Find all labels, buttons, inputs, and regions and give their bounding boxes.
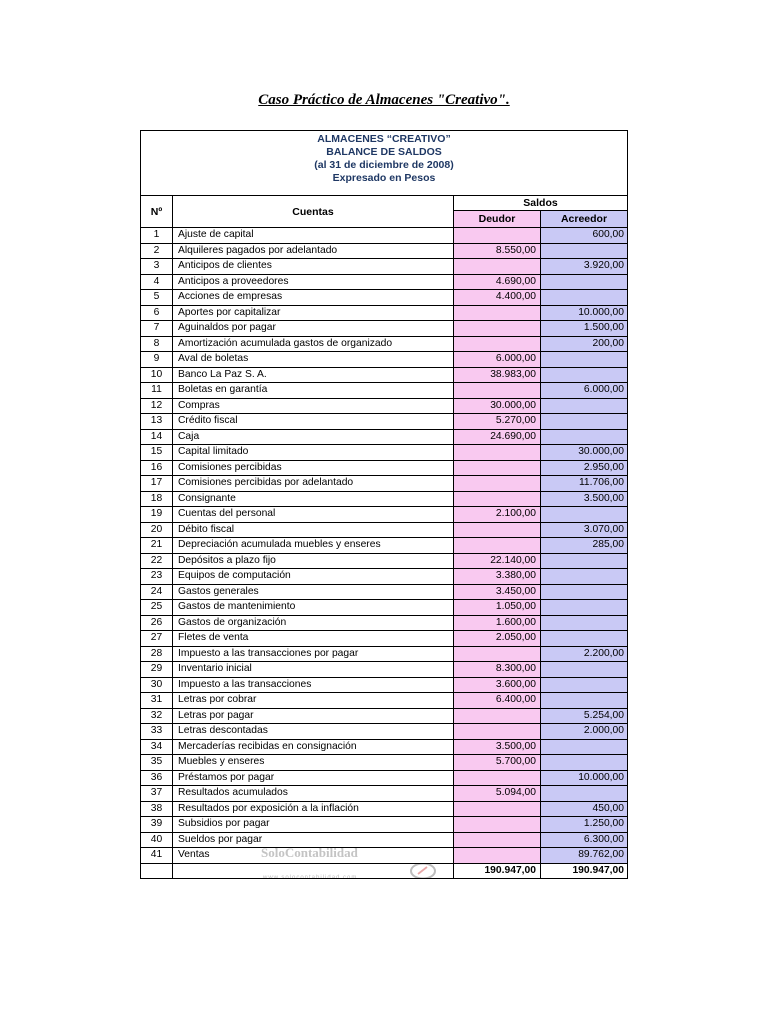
account-name-text: Subsidios por pagar (178, 818, 270, 829)
table-row (141, 228, 627, 244)
account-name (173, 399, 454, 414)
table-row (141, 244, 627, 260)
document-title: Caso Práctico de Almacenes "Creativo". (258, 92, 510, 108)
heading-date: (al 31 de diciembre de 2008) (314, 159, 454, 171)
table-row (141, 368, 627, 384)
row-number: 38 (141, 802, 173, 817)
debit-amount (454, 337, 541, 352)
credit-amount (541, 507, 627, 522)
account-name (173, 259, 454, 274)
table-row (141, 724, 627, 740)
table-row (141, 290, 627, 306)
totals-row (141, 864, 627, 879)
row-number: 6 (141, 306, 173, 321)
row-number: 18 (141, 492, 173, 507)
row-number: 41 (141, 848, 173, 863)
credit-amount (541, 399, 627, 414)
account-name (173, 755, 454, 770)
account-name-text: Ajuste de capital (178, 229, 254, 240)
account-name-text: Caja (178, 430, 200, 442)
account-name (173, 523, 454, 538)
debit-amount (454, 771, 541, 786)
account-name (173, 321, 454, 336)
account-name (173, 817, 454, 832)
credit-amount: 285,00 (541, 538, 627, 553)
table-row (141, 786, 627, 802)
credit-amount: 10.000,00 (541, 771, 627, 786)
debit-amount: 5.270,00 (454, 414, 541, 429)
debit-amount: 6.400,00 (454, 693, 541, 708)
debit-amount: 4.400,00 (454, 290, 541, 305)
credit-amount: 2.950,00 (541, 461, 627, 476)
row-number: 25 (141, 600, 173, 615)
row-number: 4 (141, 275, 173, 290)
debit-amount: 38.983,00 (454, 368, 541, 383)
debit-amount: 8.300,00 (454, 662, 541, 677)
account-name-text: Resultados por exposición a la inflación (178, 802, 359, 814)
account-name (173, 678, 454, 693)
account-name (173, 492, 454, 507)
credit-amount: 30.000,00 (541, 445, 627, 460)
debit-amount: 4.690,00 (454, 275, 541, 290)
credit-amount: 200,00 (541, 337, 627, 352)
account-name-text: Gastos de mantenimiento (178, 601, 296, 612)
row-number: 10 (141, 368, 173, 383)
row-number: 17 (141, 476, 173, 491)
table-row (141, 399, 627, 415)
debit-amount: 5.094,00 (454, 786, 541, 801)
account-name-text: Gastos generales (178, 585, 259, 597)
account-name (173, 337, 454, 352)
account-name-text: Equipos de computación (178, 570, 291, 581)
credit-amount: 6.300,00 (541, 833, 627, 848)
debit-amount (454, 523, 541, 538)
debit-amount (454, 817, 541, 832)
row-number: 26 (141, 616, 173, 631)
credit-amount (541, 755, 627, 770)
debit-amount (454, 445, 541, 460)
table-row (141, 523, 627, 539)
row-number: 31 (141, 693, 173, 708)
row-number: 7 (141, 321, 173, 336)
row-number: 27 (141, 631, 173, 646)
table-row (141, 538, 627, 554)
row-number: 1 (141, 228, 173, 243)
credit-amount: 450,00 (541, 802, 627, 817)
table-row (141, 693, 627, 709)
account-name-text: Impuesto a las transacciones (178, 678, 312, 690)
credit-amount (541, 786, 627, 801)
header-number: Nº (141, 196, 173, 227)
row-number: 8 (141, 337, 173, 352)
debit-amount (454, 724, 541, 739)
table-row (141, 740, 627, 756)
account-name (173, 368, 454, 383)
account-name-text: Amortización acumulada gastos de organizado (178, 337, 393, 349)
account-name (173, 848, 454, 863)
row-number: 33 (141, 724, 173, 739)
table-row (141, 306, 627, 322)
debit-amount: 3.450,00 (454, 585, 541, 600)
table-body (141, 228, 627, 878)
debit-amount (454, 647, 541, 662)
row-number: 12 (141, 399, 173, 414)
debit-amount (454, 492, 541, 507)
account-name-text: Préstamos por pagar (178, 771, 275, 783)
account-name (173, 833, 454, 848)
column-headers (141, 196, 627, 228)
account-name-text: Letras descontadas (178, 725, 268, 736)
header-acreedor: Acreedor (541, 211, 627, 227)
credit-amount (541, 740, 627, 755)
credit-amount: 11.706,00 (541, 476, 627, 491)
debit-amount: 3.600,00 (454, 678, 541, 693)
table-row (141, 569, 627, 585)
header-deudor: Deudor (454, 211, 541, 227)
credit-amount: 3.070,00 (541, 523, 627, 538)
table-row (141, 678, 627, 694)
debit-amount: 8.550,00 (454, 244, 541, 259)
debit-amount (454, 461, 541, 476)
credit-amount: 600,00 (541, 228, 627, 243)
row-number: 34 (141, 740, 173, 755)
account-name (173, 600, 454, 615)
row-number: 24 (141, 585, 173, 600)
row-number: 23 (141, 569, 173, 584)
account-name (173, 771, 454, 786)
table-row (141, 709, 627, 725)
debit-amount (454, 709, 541, 724)
debit-amount: 22.140,00 (454, 554, 541, 569)
account-name-text: Acciones de empresas (178, 291, 283, 302)
account-name-text: Depósitos a plazo fijo (178, 554, 276, 566)
heading-company: ALMACENES “CREATIVO” (317, 133, 451, 145)
table-row (141, 616, 627, 632)
row-number: 29 (141, 662, 173, 677)
credit-amount: 2.000,00 (541, 724, 627, 739)
account-name (173, 709, 454, 724)
watermark-brand: SoloContabilidad (261, 848, 358, 860)
account-name (173, 414, 454, 429)
table-row (141, 848, 627, 864)
credit-amount (541, 554, 627, 569)
account-name (173, 662, 454, 677)
account-name-text: Aval de boletas (178, 353, 249, 364)
debit-amount (454, 306, 541, 321)
debit-amount (454, 259, 541, 274)
account-name-text: Capital limitado (178, 446, 249, 457)
row-number: 5 (141, 290, 173, 305)
table-row (141, 585, 627, 601)
credit-amount (541, 244, 627, 259)
row-number: 3 (141, 259, 173, 274)
account-name-text: Depreciación acumulada muebles y enseres (178, 539, 381, 550)
account-name (173, 647, 454, 662)
account-name (173, 616, 454, 631)
row-number: 40 (141, 833, 173, 848)
debit-amount: 2.100,00 (454, 507, 541, 522)
debit-amount (454, 833, 541, 848)
credit-amount (541, 290, 627, 305)
table-row (141, 275, 627, 291)
account-name-text: Débito fiscal (178, 523, 235, 535)
row-number: 2 (141, 244, 173, 259)
table-row (141, 833, 627, 849)
account-name (173, 290, 454, 305)
account-name (173, 352, 454, 367)
credit-amount (541, 631, 627, 646)
credit-amount (541, 585, 627, 600)
account-name-text: Mercaderías recibidas en consignación (178, 740, 357, 752)
row-number: 28 (141, 647, 173, 662)
debit-amount: 1.050,00 (454, 600, 541, 615)
row-number: 19 (141, 507, 173, 522)
account-name-text: Comisiones percibidas por adelantado (178, 477, 354, 488)
account-name-text: Alquileres pagados por adelantado (178, 244, 338, 256)
row-number: 11 (141, 383, 173, 398)
account-name-text: Crédito fiscal (178, 415, 238, 426)
account-name (173, 569, 454, 584)
row-number: 22 (141, 554, 173, 569)
account-name-text: Anticipos de clientes (178, 260, 272, 271)
debit-amount (454, 802, 541, 817)
account-name (173, 306, 454, 321)
credit-amount (541, 600, 627, 615)
credit-amount (541, 569, 627, 584)
account-name-text: Ventas (178, 849, 210, 860)
debit-amount: 6.000,00 (454, 352, 541, 367)
account-name (173, 740, 454, 755)
table-row (141, 600, 627, 616)
credit-amount: 10.000,00 (541, 306, 627, 321)
account-name-text: Letras por cobrar (178, 694, 257, 705)
debit-amount (454, 383, 541, 398)
account-name (173, 476, 454, 491)
totals-label-cell (173, 864, 454, 879)
table-row (141, 259, 627, 275)
credit-amount (541, 414, 627, 429)
account-name (173, 802, 454, 817)
account-name-text: Fletes de venta (178, 632, 249, 643)
account-name-text: Impuesto a las transacciones por pagar (178, 647, 359, 659)
watermark-logo-icon (409, 864, 437, 879)
account-name (173, 554, 454, 569)
row-number: 20 (141, 523, 173, 538)
account-name (173, 507, 454, 522)
heading-report: BALANCE DE SALDOS (326, 146, 442, 158)
credit-amount (541, 678, 627, 693)
credit-amount: 1.250,00 (541, 817, 627, 832)
table-row (141, 445, 627, 461)
account-name (173, 693, 454, 708)
debit-amount: 1.600,00 (454, 616, 541, 631)
row-number: 32 (141, 709, 173, 724)
account-name-text: Banco La Paz S. A. (178, 368, 267, 380)
watermark-url: www.solocontabilidad.com (263, 874, 358, 878)
debit-amount: 24.690,00 (454, 430, 541, 445)
table-row (141, 817, 627, 833)
debit-amount: 30.000,00 (454, 399, 541, 414)
credit-amount: 1.500,00 (541, 321, 627, 336)
table-row (141, 321, 627, 337)
account-name (173, 430, 454, 445)
account-name-text: Sueldos por pagar (178, 833, 263, 845)
table-row (141, 337, 627, 353)
row-number: 14 (141, 430, 173, 445)
account-name-text: Inventario inicial (178, 663, 252, 674)
table-row (141, 554, 627, 570)
credit-amount (541, 616, 627, 631)
row-number: 35 (141, 755, 173, 770)
credit-amount (541, 430, 627, 445)
account-name (173, 724, 454, 739)
debit-amount: 3.380,00 (454, 569, 541, 584)
credit-amount: 2.200,00 (541, 647, 627, 662)
table-row (141, 647, 627, 663)
debit-amount: 5.700,00 (454, 755, 541, 770)
total-debit: 190.947,00 (454, 864, 541, 879)
account-name (173, 383, 454, 398)
debit-amount (454, 228, 541, 243)
table-row (141, 507, 627, 523)
header-cuentas: Cuentas (173, 196, 454, 227)
row-number: 15 (141, 445, 173, 460)
account-name-text: Gastos de organización (178, 616, 287, 628)
account-name (173, 228, 454, 243)
debit-amount: 2.050,00 (454, 631, 541, 646)
credit-amount (541, 352, 627, 367)
table-row (141, 414, 627, 430)
account-name-text: Letras por pagar (178, 709, 254, 721)
table-row (141, 662, 627, 678)
row-number: 36 (141, 771, 173, 786)
account-name (173, 786, 454, 801)
account-name (173, 585, 454, 600)
table-row (141, 802, 627, 818)
credit-amount: 6.000,00 (541, 383, 627, 398)
table-row (141, 771, 627, 787)
credit-amount (541, 662, 627, 677)
account-name-text: Resultados acumulados (178, 787, 288, 798)
table-heading (141, 131, 627, 196)
credit-amount: 5.254,00 (541, 709, 627, 724)
credit-amount (541, 693, 627, 708)
debit-amount (454, 538, 541, 553)
account-name (173, 275, 454, 290)
account-name (173, 461, 454, 476)
credit-amount: 3.920,00 (541, 259, 627, 274)
table-row (141, 383, 627, 399)
credit-amount (541, 368, 627, 383)
row-number: 21 (141, 538, 173, 553)
row-number: 30 (141, 678, 173, 693)
account-name-text: Compras (178, 399, 220, 411)
totals-number-cell (141, 864, 173, 879)
account-name (173, 244, 454, 259)
row-number: 9 (141, 352, 173, 367)
row-number: 37 (141, 786, 173, 801)
debit-amount (454, 476, 541, 491)
account-name-text: Muebles y enseres (178, 756, 265, 767)
account-name (173, 445, 454, 460)
account-name-text: Aguinaldos por pagar (178, 322, 276, 333)
table-row (141, 352, 627, 368)
credit-amount (541, 275, 627, 290)
total-credit: 190.947,00 (541, 864, 627, 879)
debit-amount: 3.500,00 (454, 740, 541, 755)
credit-amount: 89.762,00 (541, 848, 627, 863)
row-number: 39 (141, 817, 173, 832)
heading-currency: Expresado en Pesos (332, 172, 436, 184)
table-row (141, 461, 627, 477)
account-name-text: Consignante (178, 492, 236, 504)
header-saldos: Saldos (454, 196, 627, 211)
account-name-text: Boletas en garantía (178, 384, 268, 395)
account-name (173, 538, 454, 553)
table-row (141, 755, 627, 771)
account-name-text: Cuentas del personal (178, 508, 276, 519)
account-name-text: Aportes por capitalizar (178, 306, 281, 318)
row-number: 13 (141, 414, 173, 429)
debit-amount (454, 848, 541, 863)
table-row (141, 492, 627, 508)
table-row (141, 631, 627, 647)
credit-amount: 3.500,00 (541, 492, 627, 507)
debit-amount (454, 321, 541, 336)
row-number: 16 (141, 461, 173, 476)
account-name-text: Anticipos a proveedores (178, 275, 289, 287)
table-row (141, 476, 627, 492)
account-name (173, 631, 454, 646)
account-name-text: Comisiones percibidas (178, 461, 282, 473)
balance-table (140, 130, 628, 879)
table-row (141, 430, 627, 446)
